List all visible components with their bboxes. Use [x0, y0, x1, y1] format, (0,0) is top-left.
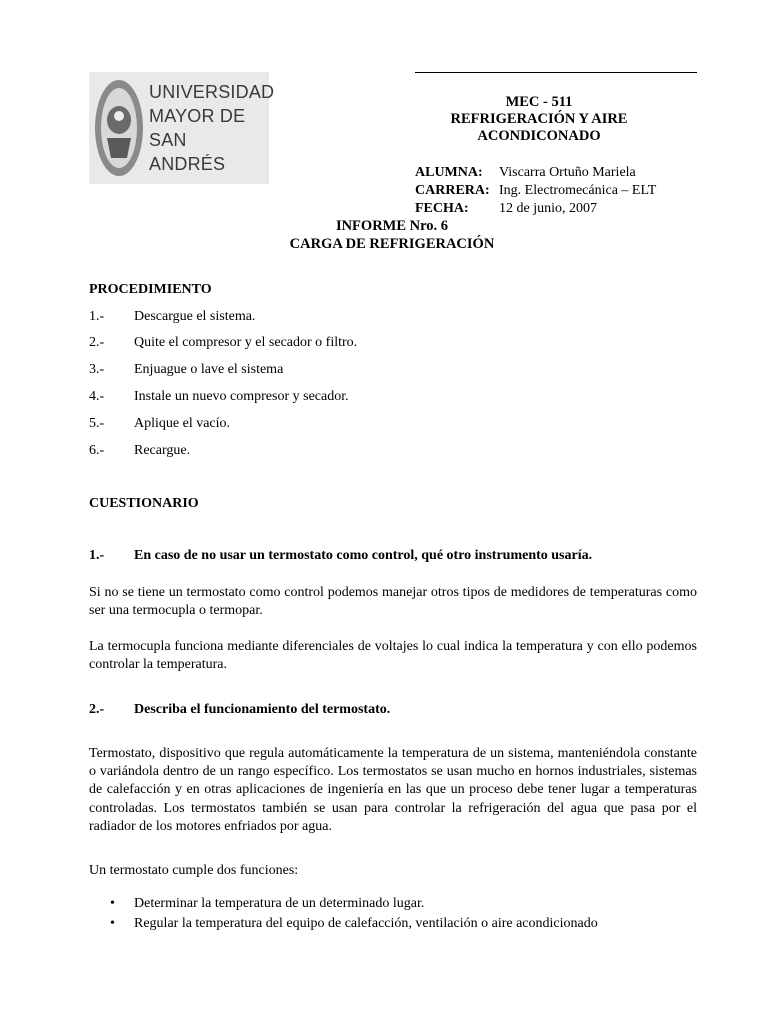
item-text: Aplique el vacío. — [134, 416, 231, 431]
meta-value: 12 de junio, 2007 — [499, 201, 597, 216]
course-name-line2: ACONDICONADO — [477, 128, 601, 144]
course-name-line1: REFRIGERACIÓN Y AIRE — [450, 111, 628, 127]
list-item — [89, 389, 699, 405]
answer-1-paragraph-2: La termocupla funciona mediante diferenciales de voltajes lo cual indica la temperatura y con ello podemos controlar la temperatura. — [89, 639, 697, 673]
list-item — [110, 896, 710, 912]
university-seal-icon — [93, 76, 145, 180]
item-number: 3.- — [89, 362, 105, 377]
meta-fecha — [415, 201, 597, 219]
list-item — [110, 916, 710, 932]
meta-label: FECHA: — [415, 201, 469, 216]
question-text: Describa el funcionamiento del termostato. — [134, 702, 391, 717]
list-item — [89, 362, 699, 378]
bullet-icon: • — [110, 896, 115, 911]
item-text: Instale un nuevo compresor y secador. — [134, 389, 349, 404]
list-item — [89, 309, 699, 325]
answer-2-paragraph-1: Termostato, dispositivo que regula automáticamente la temperatura de un sistema, manteniéndola constante o variándola dentro de un rango específico. Los termostatos se usan mucho en hornos industriales, sistemas de calefacción y en otras aplicaciones de ingeniería en las que un proceso debe tener lugar a temperaturas controladas. Los termostatos también se usan para controlar la refrigeración del agua que pasa por el radiador de los motores enfriados por agua. — [89, 746, 697, 834]
item-text: Recargue. — [134, 443, 191, 458]
item-number: 5.- — [89, 416, 105, 431]
item-number: 2.- — [89, 335, 105, 350]
question-text: En caso de no usar un termostato como control, qué otro instrumento usaría. — [134, 548, 593, 563]
item-number: 4.- — [89, 389, 105, 404]
meta-alumna — [415, 165, 636, 183]
question-number: 2.- — [89, 702, 105, 717]
header-rule — [415, 72, 697, 73]
answer-1-paragraph-1: Si no se tiene un termostato como control podemos manejar otros tipos de medidores de temperaturas como ser una termocupla o termopar. — [89, 585, 697, 619]
item-text: Enjuague o lave el sistema — [134, 362, 284, 377]
item-number: 1.- — [89, 309, 105, 324]
answer-2-paragraph-2: Un termostato cumple dos funciones: — [89, 863, 299, 878]
logo-text — [149, 80, 275, 176]
cuestionario-heading: CUESTIONARIO — [89, 496, 199, 511]
item-text: Descargue el sistema. — [134, 309, 256, 324]
university-logo — [89, 72, 275, 184]
bullet-icon: • — [110, 916, 115, 931]
meta-label: CARRERA: — [415, 183, 490, 198]
report-title: CARGA DE REFRIGERACIÓN — [289, 236, 495, 252]
item-number: 6.- — [89, 443, 105, 458]
logo-line: SAN — [149, 130, 187, 150]
item-text: Quite el compresor y el secador o filtro. — [134, 335, 358, 350]
question-2 — [89, 702, 699, 718]
procedimiento-heading: PROCEDIMIENTO — [89, 282, 212, 297]
list-item — [89, 335, 699, 351]
question-1 — [89, 548, 699, 564]
course-code: MEC - 511 — [505, 94, 573, 110]
list-item — [89, 416, 699, 432]
meta-carrera — [415, 183, 656, 201]
logo-line: MAYOR DE — [149, 106, 246, 126]
meta-label: ALUMNA: — [415, 165, 483, 180]
meta-value: Viscarra Ortuño Mariela — [499, 165, 636, 180]
list-item — [89, 443, 699, 459]
report-number: INFORME Nro. 6 — [335, 218, 449, 234]
logo-line: ANDRÉS — [149, 154, 226, 174]
logo-line: UNIVERSIDAD — [149, 82, 275, 102]
question-number: 1.- — [89, 548, 105, 563]
bullet-text: Determinar la temperatura de un determinado lugar. — [134, 896, 425, 911]
meta-value: Ing. Electromecánica – ELT — [499, 183, 657, 198]
bullet-text: Regular la temperatura del equipo de calefacción, ventilación o aire acondicionado — [134, 916, 598, 931]
